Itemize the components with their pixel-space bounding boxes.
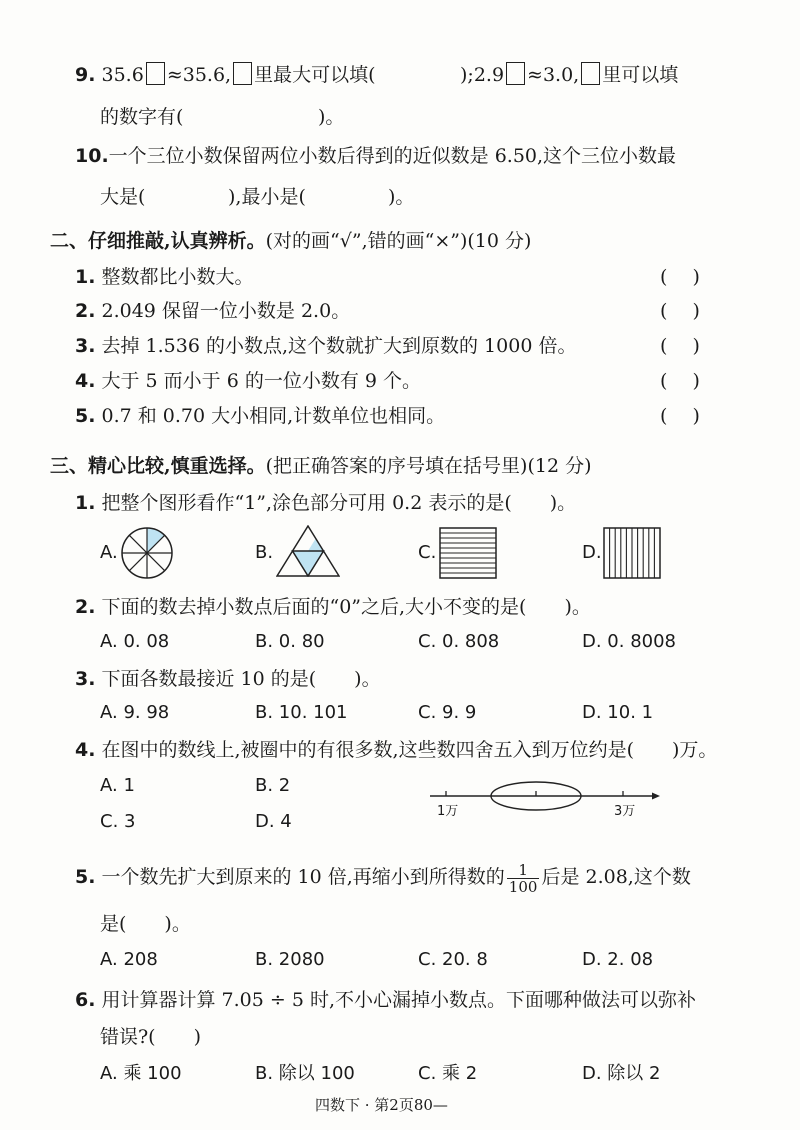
triangle-figure xyxy=(276,525,340,577)
number-line-label: 3万 xyxy=(614,804,636,819)
q10-line2b: ),最小是( xyxy=(228,186,306,208)
page-footer: 四数下 · 第2页80— xyxy=(315,1096,448,1114)
option-b[interactable]: B. 2 xyxy=(255,775,291,796)
judge-answer-paren[interactable]: ( ) xyxy=(660,335,700,357)
judge-answer-paren[interactable]: ( ) xyxy=(660,370,700,392)
choice-q3: 3. 下面各数最接近 10 的是( )。 xyxy=(75,668,381,690)
choice-q6-line2: 错误?( ) xyxy=(100,1026,202,1048)
option-d[interactable]: D. xyxy=(582,542,602,563)
option-a[interactable]: A. xyxy=(100,542,118,563)
option-d[interactable]: D. 0. 8008 xyxy=(582,631,677,652)
circle-figure xyxy=(121,527,173,579)
judge-answer-paren[interactable]: ( ) xyxy=(660,405,700,427)
number-line-label: 1万 xyxy=(437,804,459,819)
answer-box[interactable] xyxy=(233,62,252,85)
fraction: $\frac{1}{100}$ xyxy=(508,860,538,896)
judge-answer-paren[interactable]: ( ) xyxy=(660,266,700,288)
option-d[interactable]: D. 10. 1 xyxy=(582,702,654,723)
option-a[interactable]: A. 乘 100 xyxy=(100,1063,182,1084)
judge-item: 5. 0.7 和 0.70 大小相同,计数单位也相同。 xyxy=(75,405,446,427)
answer-box[interactable] xyxy=(146,62,165,85)
answer-box[interactable] xyxy=(581,62,600,85)
option-b[interactable]: B. 0. 80 xyxy=(255,631,325,652)
vertical-stripes-figure xyxy=(603,527,661,579)
judge-answer-paren[interactable]: ( ) xyxy=(660,300,700,322)
option-a[interactable]: A. 1 xyxy=(100,775,135,796)
option-b[interactable]: B. 除以 100 xyxy=(255,1063,355,1084)
option-a[interactable]: A. 9. 98 xyxy=(100,702,170,723)
q9-line2-end: )。 xyxy=(318,106,345,128)
q10-line2a: 大是( xyxy=(100,186,146,208)
choice-q5-line2: 是( )。 xyxy=(100,913,191,935)
option-c[interactable]: C. 20. 8 xyxy=(418,949,488,970)
choice-q4: 4. 在图中的数线上,被圈中的有很多数,这些数四舍五入到万位约是( )万。 xyxy=(75,739,718,761)
option-c[interactable]: C. 0. 808 xyxy=(418,631,500,652)
choice-q6: 6. 用计算器计算 7.05 ÷ 5 时,不小心漏掉小数点。下面哪种做法可以弥补 xyxy=(75,989,697,1011)
q10-line1: 10.一个三位小数保留两位小数后得到的近似数是 6.50,这个三位小数最 xyxy=(75,145,677,167)
choice-q1: 1. 把整个图形看作“1”,涂色部分可用 0.2 表示的是( )。 xyxy=(75,492,577,514)
option-c[interactable]: C. 9. 9 xyxy=(418,702,477,723)
part3-heading: 三、精心比较,慎重选择。(把正确答案的序号填在括号里)(12 分) xyxy=(50,455,592,477)
choice-q5: 5. 一个数先扩大到原来的 10 倍,再缩小到所得数的 $\frac{1}{100}$ 后是 2.08,这个数 xyxy=(75,860,691,896)
option-b[interactable]: B. 2080 xyxy=(255,949,325,970)
option-b[interactable]: B. 10. 101 xyxy=(255,702,348,723)
horizontal-stripes-figure xyxy=(439,527,497,579)
option-d[interactable]: D. 4 xyxy=(255,811,292,832)
choice-q2: 2. 下面的数去掉小数点后面的“0”之后,大小不变的是( )。 xyxy=(75,596,591,618)
judge-item: 4. 大于 5 而小于 6 的一位小数有 9 个。 xyxy=(75,370,422,392)
option-c[interactable]: C. 3 xyxy=(100,811,136,832)
q9-line1-right: );2.9 ≈3.0, 里可以填 xyxy=(460,64,679,86)
option-a[interactable]: A. 208 xyxy=(100,949,158,970)
q9-line2: 的数字有( xyxy=(100,106,184,128)
q10-line2c: )。 xyxy=(388,186,415,208)
option-b[interactable]: B. xyxy=(255,542,274,563)
option-c[interactable]: C. xyxy=(418,542,437,563)
part2-heading: 二、仔细推敲,认真辨析。(对的画“√”,错的画“×”)(10 分) xyxy=(50,230,532,252)
q9-line1: 9. 35.6 ≈35.6, 里最大可以填( xyxy=(75,64,376,86)
option-c[interactable]: C. 乘 2 xyxy=(418,1063,478,1084)
judge-item: 2. 2.049 保留一位小数是 2.0。 xyxy=(75,300,351,322)
answer-box[interactable] xyxy=(506,62,525,85)
judge-item: 3. 去掉 1.536 的小数点,这个数就扩大到原数的 1000 倍。 xyxy=(75,335,577,357)
option-d[interactable]: D. 2. 08 xyxy=(582,949,654,970)
option-a[interactable]: A. 0. 08 xyxy=(100,631,170,652)
judge-item: 1. 整数都比小数大。 xyxy=(75,266,254,288)
option-d[interactable]: D. 除以 2 xyxy=(582,1063,661,1084)
